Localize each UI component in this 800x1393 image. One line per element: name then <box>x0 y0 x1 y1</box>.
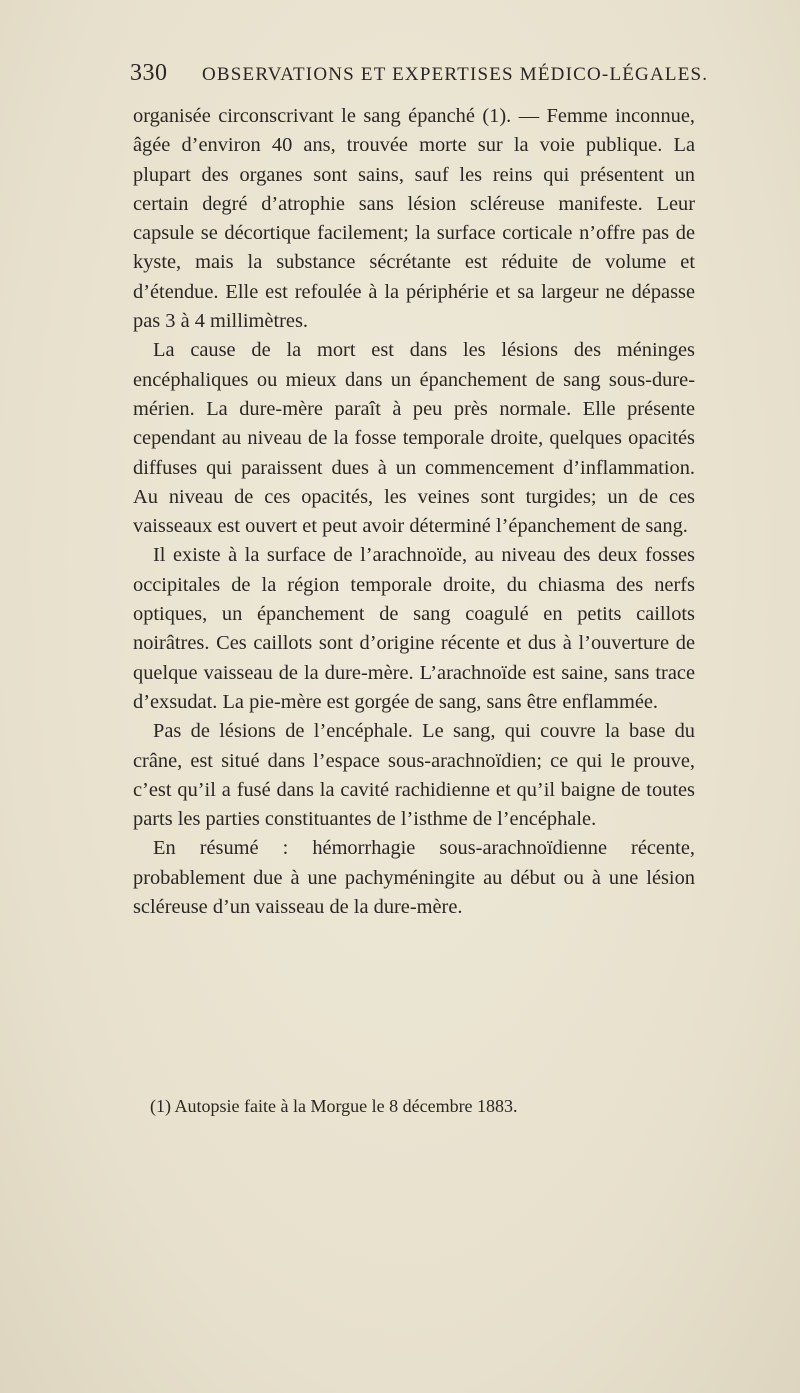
paragraph-2: La cause de la mort est dans les lésions des méninges encéphaliques ou mieux dans un épanchement de sang sous-dure-mérien. La dure-mère paraît à peu près normale. Elle présente cependant au niveau de la fosse temporale droite, quelques opacités diffuses qui paraissent dues à un commencement d’inflammation. Au niveau de ces opacités, les veines sont turgides; un de ces vaisseaux est ouvert et peut avoir déterminé l’épanchement de sang. <box>133 339 695 538</box>
footnote: (1) Autopsie faite à la Morgue le 8 décembre 1883. <box>150 1096 518 1116</box>
paragraph-4: Pas de lésions de l’encéphale. Le sang, qui couvre la base du crâne, est situé dans l’espace sous-arachnoïdien; ce qui le prouve, c’est qu’il a fusé dans la cavité rachidienne et qu’il baigne de toutes parts les parties constituantes de l’isthme de l’encéphale. <box>133 720 695 831</box>
paragraph-3: Il existe à la surface de l’arachnoïde, au niveau des deux fosses occipitales de la région temporale droite, du chiasma des nerfs optiques, un épanchement de sang coagulé en petits caillots noirâtres. Ces caillots sont d’origine récente et dus à l’ouverture de quelque vaisseau de la dure-mère. L’arachnoïde est saine, sans trace d’exsudat. La pie-mère est gorgée de sang, sans être enflammée. <box>133 544 695 713</box>
page-number: 330 <box>130 60 168 86</box>
paragraph-1: organisée circonscrivant le sang épanché (1). — Femme inconnue, âgée d’environ 40 ans, trouvée morte sur la voie publique. La plupart des organes sont sains, sauf les reins qui présentent un certain degré d’atrophie sans lésion scléreuse manifeste. Leur capsule se décortique facilement; la surface corticale n’offre pas de kyste, mais la substance sécrétante est réduite de volume et d’étendue. Elle est refoulée à la périphérie et sa largeur ne dépasse pas 3 à 4 millimètres. <box>133 105 695 333</box>
running-head <box>130 60 709 90</box>
paragraph-5: En résumé : hémorrhagie sous-arachnoïdienne récente, probablement due à une pachyméningite au début ou à une lésion scléreuse d’un vaisseau de la dure-mère. <box>133 837 695 919</box>
running-title: OBSERVATIONS ET EXPERTISES MÉDICO-LÉGALES. <box>202 64 709 85</box>
body-text <box>133 102 695 922</box>
